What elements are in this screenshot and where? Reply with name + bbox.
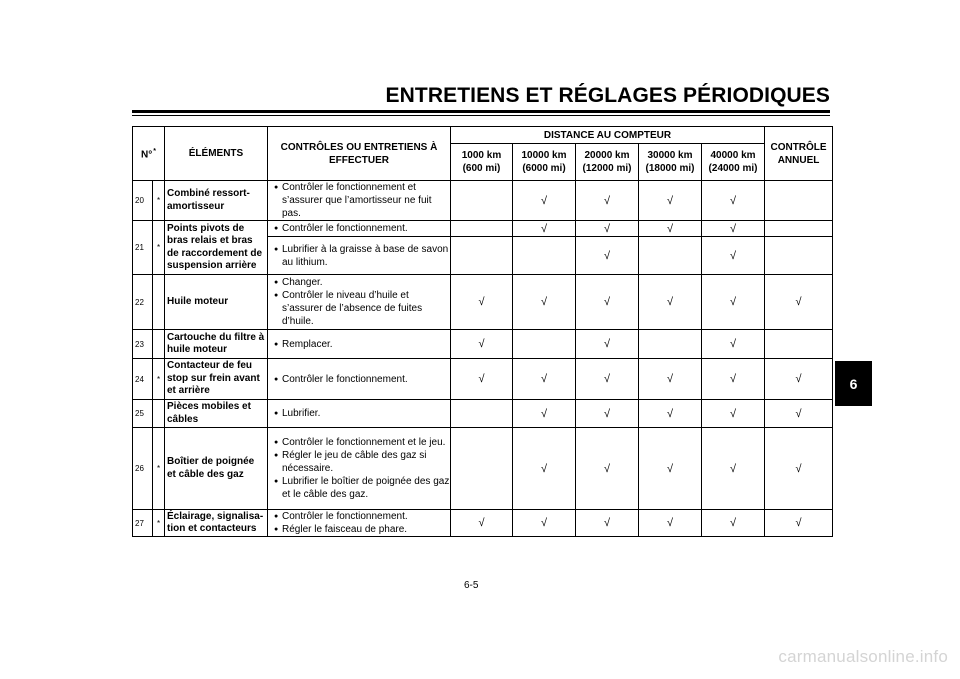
- check-cell: [765, 181, 833, 221]
- interval-km: 30000 km: [647, 150, 693, 161]
- header-elements: ÉLÉMENTS: [165, 127, 268, 181]
- check-cell: √: [513, 400, 576, 428]
- interval-mi: (6000 mi): [522, 163, 566, 174]
- operations-cell: [268, 359, 451, 400]
- operation-item: [274, 222, 450, 235]
- operation-text: Contrôler le fonctionnement.: [282, 223, 408, 234]
- check-cell: √: [702, 359, 765, 400]
- interval-mi: (600 mi): [462, 163, 501, 174]
- check-cell: √: [765, 359, 833, 400]
- operation-item: [274, 510, 450, 523]
- check-cell: √: [639, 428, 702, 510]
- check-cell: √: [576, 221, 639, 237]
- row-star: *: [153, 181, 165, 221]
- interval-mi: (12000 mi): [582, 163, 632, 174]
- check-cell: √: [639, 221, 702, 237]
- check-cell: √: [639, 400, 702, 428]
- operation-item: [274, 523, 450, 536]
- check-cell: [451, 237, 513, 275]
- operation-item: [274, 475, 450, 501]
- check-cell: √: [513, 428, 576, 510]
- check-cell: √: [702, 400, 765, 428]
- check-cell: √: [576, 428, 639, 510]
- bullet-icon: ●: [274, 279, 279, 286]
- interval-mi: (18000 mi): [645, 163, 695, 174]
- check-cell: [513, 330, 576, 359]
- operation-text: Lubrifier à la graisse à base de savon au lithium.: [282, 243, 449, 268]
- check-cell: √: [576, 510, 639, 537]
- row-number: 21: [133, 221, 153, 275]
- bullet-icon: ●: [274, 452, 279, 459]
- operations-cell: [268, 510, 451, 537]
- row-number: 20: [133, 181, 153, 221]
- page-title: ENTRETIENS ET RÉGLAGES PÉRIODIQUES: [385, 84, 830, 107]
- interval-km: 20000 km: [584, 150, 630, 161]
- check-cell: √: [702, 221, 765, 237]
- table-row: [133, 330, 833, 359]
- row-number: 25: [133, 400, 153, 428]
- interval-header: [702, 144, 765, 181]
- header-number: N°*: [133, 127, 165, 181]
- check-cell: √: [451, 330, 513, 359]
- bullet-icon: ●: [274, 292, 279, 299]
- bullet-icon: ●: [274, 340, 279, 348]
- check-cell: [451, 181, 513, 221]
- check-cell: √: [702, 330, 765, 359]
- check-cell: √: [639, 359, 702, 400]
- row-star: [153, 400, 165, 428]
- check-cell: √: [513, 181, 576, 221]
- element-name: Éclairage, signalisa-tion et contacteurs: [165, 510, 268, 537]
- title-rule-thick: [132, 110, 830, 113]
- table-row: [133, 359, 833, 400]
- interval-header: [639, 144, 702, 181]
- element-name: Boîtier de poignée et câble des gaz: [165, 428, 268, 510]
- row-star: *: [153, 221, 165, 275]
- check-cell: √: [576, 400, 639, 428]
- interval-km: 40000 km: [710, 150, 756, 161]
- interval-km: 10000 km: [521, 150, 567, 161]
- chapter-tab: 6: [835, 361, 872, 406]
- operation-text: Contrôler le fonctionnement et s’assurer que l’amortisseur ne fuit pas.: [282, 182, 432, 219]
- element-name: Contacteur de feu stop sur frein avant et arrière: [165, 359, 268, 400]
- check-cell: √: [639, 275, 702, 330]
- operation-item: [274, 449, 450, 475]
- interval-mi: (24000 mi): [708, 163, 758, 174]
- check-cell: √: [513, 275, 576, 330]
- check-cell: √: [513, 510, 576, 537]
- header-annual: CONTRÔLE ANNUEL: [765, 127, 833, 181]
- maintenance-table: [132, 126, 833, 537]
- operations-cell: [268, 221, 451, 237]
- operation-item: [274, 181, 450, 220]
- operation-text: Régler le faisceau de phare.: [282, 524, 408, 535]
- element-name: Huile moteur: [165, 275, 268, 330]
- operation-text: Régler le jeu de câble des gaz si nécessaire.: [282, 450, 427, 474]
- row-star: *: [153, 510, 165, 537]
- check-cell: √: [639, 510, 702, 537]
- check-cell: √: [576, 181, 639, 221]
- bullet-icon: ●: [274, 245, 279, 253]
- check-cell: √: [576, 359, 639, 400]
- row-star: [153, 330, 165, 359]
- row-number: 26: [133, 428, 153, 510]
- table-row: [133, 221, 833, 237]
- operations-cell: [268, 237, 451, 275]
- check-cell: √: [639, 181, 702, 221]
- table-row: [133, 400, 833, 428]
- bullet-icon: ●: [274, 513, 279, 520]
- check-cell: √: [702, 181, 765, 221]
- bullet-icon: ●: [274, 375, 279, 383]
- check-cell: √: [513, 221, 576, 237]
- check-cell: [451, 221, 513, 237]
- title-rule-thin: [132, 115, 830, 116]
- operation-text: Lubrifier le boîtier de poignée des gaz et le câble des gaz.: [282, 476, 450, 500]
- check-cell: √: [702, 275, 765, 330]
- operation-item: [274, 373, 450, 386]
- element-name: Points pivots de bras relais et bras de raccordement de suspension arrière: [165, 221, 268, 275]
- row-star: *: [153, 428, 165, 510]
- bullet-icon: ●: [274, 184, 279, 191]
- row-star: [153, 275, 165, 330]
- check-cell: √: [765, 510, 833, 537]
- operation-item: [274, 338, 450, 351]
- element-name: Pièces mobiles et câbles: [165, 400, 268, 428]
- bullet-icon: ●: [274, 526, 279, 533]
- interval-km: 1000 km: [461, 150, 502, 161]
- operation-item: [274, 243, 450, 269]
- operation-text: Contrôler le fonctionnement et le jeu.: [282, 437, 446, 448]
- check-cell: √: [765, 400, 833, 428]
- check-cell: √: [451, 275, 513, 330]
- table-row: [133, 275, 833, 330]
- check-cell: [765, 330, 833, 359]
- check-cell: [639, 237, 702, 275]
- operations-cell: [268, 275, 451, 330]
- interval-header: [576, 144, 639, 181]
- row-star: *: [153, 359, 165, 400]
- operation-text: Contrôler le fonctionnement.: [282, 373, 408, 385]
- interval-header: [513, 144, 576, 181]
- check-cell: [451, 428, 513, 510]
- element-name: Cartouche du filtre à huile moteur: [165, 330, 268, 359]
- check-cell: √: [451, 359, 513, 400]
- watermark: carmanualsonline.info: [778, 647, 948, 666]
- bullet-icon: ●: [274, 478, 279, 485]
- header-distance: DISTANCE AU COMPTEUR: [451, 127, 765, 144]
- operations-cell: [268, 428, 451, 510]
- check-cell: [513, 237, 576, 275]
- check-cell: [765, 221, 833, 237]
- check-cell: √: [576, 237, 639, 275]
- operations-cell: [268, 400, 451, 428]
- operation-item: [274, 276, 450, 289]
- table-row: [133, 510, 833, 537]
- check-cell: √: [513, 359, 576, 400]
- row-number: 23: [133, 330, 153, 359]
- check-cell: √: [576, 330, 639, 359]
- check-cell: √: [702, 510, 765, 537]
- check-cell: √: [702, 428, 765, 510]
- check-cell: √: [702, 237, 765, 275]
- operation-text: Lubrifier.: [282, 408, 321, 419]
- header-operations: CONTRÔLES OU ENTRETIENS À EFFECTUER: [268, 127, 451, 181]
- check-cell: √: [765, 275, 833, 330]
- interval-header: [451, 144, 513, 181]
- operation-text: Remplacer.: [282, 338, 333, 350]
- table-body: [133, 181, 833, 537]
- table-row: [133, 181, 833, 221]
- operation-item: [274, 436, 450, 449]
- bullet-icon: ●: [274, 439, 279, 446]
- operations-cell: [268, 181, 451, 221]
- operation-text: Contrôler le fonctionnement.: [282, 511, 408, 522]
- row-number: 24: [133, 359, 153, 400]
- operation-text: Contrôler le niveau d’huile et s’assurer de l’absence de fuites d’huile.: [282, 290, 423, 327]
- check-cell: √: [765, 428, 833, 510]
- operation-text: Changer.: [282, 277, 323, 288]
- element-name: Combiné ressort-amortisseur: [165, 181, 268, 221]
- check-cell: √: [451, 510, 513, 537]
- bullet-icon: ●: [274, 410, 279, 417]
- check-cell: √: [576, 275, 639, 330]
- page-number: 6-5: [464, 580, 479, 591]
- operation-item: [274, 289, 450, 328]
- row-number: 27: [133, 510, 153, 537]
- operations-cell: [268, 330, 451, 359]
- check-cell: [639, 330, 702, 359]
- bullet-icon: ●: [274, 225, 279, 232]
- operation-item: [274, 407, 450, 420]
- check-cell: [765, 237, 833, 275]
- row-number: 22: [133, 275, 153, 330]
- table-row: [133, 428, 833, 510]
- check-cell: [451, 400, 513, 428]
